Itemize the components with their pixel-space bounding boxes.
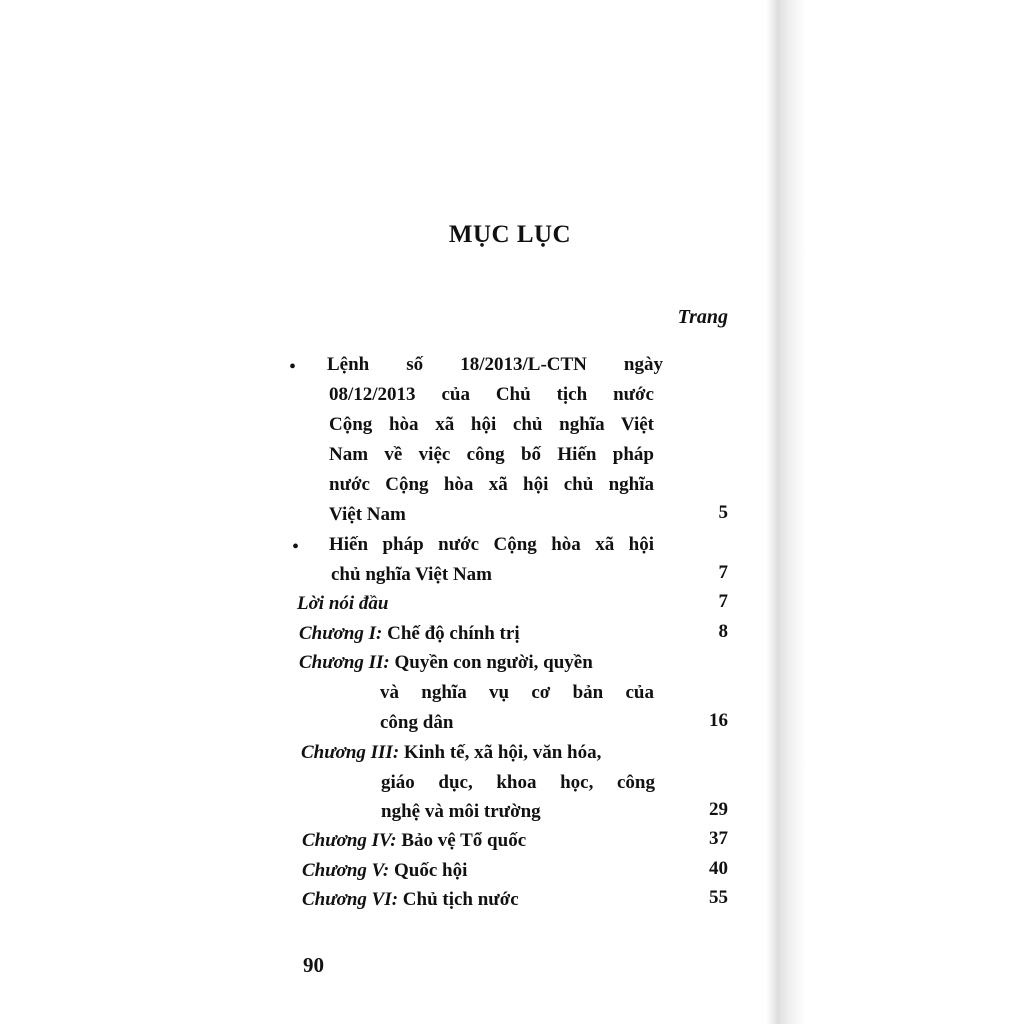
toc-entry-8-row (302, 885, 519, 915)
toc-entry-5-label: Chương III: (301, 742, 400, 763)
toc-entry-3-label: Chương I: (299, 623, 383, 644)
bullet-icon: • (292, 536, 300, 558)
toc-entry-3-row (299, 619, 520, 649)
toc-entry-5-line-0: Kinh tế, xã hội, văn hóa, (403, 742, 602, 763)
toc-entry-5-page: 29 (709, 799, 728, 820)
toc-entry-0-line-3: Nam về việc công bố Hiến pháp (329, 444, 654, 465)
toc-entry-2-label: Lời nói đầu (297, 593, 389, 614)
toc-entry-4-line-0: Quyền con người, quyền (394, 652, 593, 673)
page-title: MỤC LỤC (448, 221, 572, 248)
toc-entry-8-line-0: Chủ tịch nước (402, 889, 519, 910)
toc-entry-0-line-2: Cộng hòa xã hội chủ nghĩa Việt (329, 414, 654, 435)
toc-entry-5-line-2: nghệ và môi trường (381, 801, 541, 822)
toc-entry-4-line-2: công dân (380, 712, 454, 733)
page-number: 90 (303, 953, 324, 977)
toc-entry-0-line-0: Lệnh số 18/2013/L-CTN ngày (327, 354, 663, 375)
page-edge-shadow (766, 0, 806, 1024)
toc-entry-7-page: 40 (709, 858, 728, 879)
toc-entry-4-line-1: và nghĩa vụ cơ bản của (380, 682, 654, 703)
toc-entry-2-page: 7 (718, 591, 728, 612)
toc-entry-0-line-5: Việt Nam (329, 504, 406, 525)
toc-entry-6-row (302, 826, 526, 856)
bullet-icon: • (289, 356, 297, 378)
toc-entry-4-label: Chương II: (299, 652, 390, 673)
toc-entry-0-line-4: nước Cộng hòa xã hội chủ nghĩa (329, 474, 654, 495)
toc-entry-7-line-0: Quốc hội (393, 860, 468, 881)
toc-entry-1-line-0: Hiến pháp nước Cộng hòa xã hội (329, 534, 654, 555)
toc-entry-8-page: 55 (709, 887, 728, 908)
toc-entry-3-page: 8 (718, 621, 728, 642)
toc-entry-5-line-1: giáo dục, khoa học, công (381, 772, 655, 793)
toc-entry-5-row (301, 738, 601, 768)
toc-entry-0-page: 5 (718, 502, 728, 523)
toc-entry-6-page: 37 (709, 828, 728, 849)
toc-entry-6-line-0: Bảo vệ Tổ quốc (401, 830, 527, 851)
toc-entry-4-page: 16 (709, 710, 728, 731)
toc-entry-1-line-1: chủ nghĩa Việt Nam (331, 564, 492, 585)
toc-entry-6-label: Chương IV: (302, 830, 397, 851)
toc-entry-7-row (302, 856, 467, 886)
toc-entry-1-page: 7 (718, 562, 728, 583)
toc-entry-7-label: Chương V: (302, 860, 390, 881)
toc-entry-4-row (299, 648, 593, 678)
toc-entry-8-label: Chương VI: (302, 889, 399, 910)
toc-entry-0-line-1: 08/12/2013 của Chủ tịch nước (329, 384, 654, 405)
toc-entry-3-line-0: Chế độ chính trị (387, 623, 520, 644)
page-column-label: Trang (677, 306, 728, 328)
